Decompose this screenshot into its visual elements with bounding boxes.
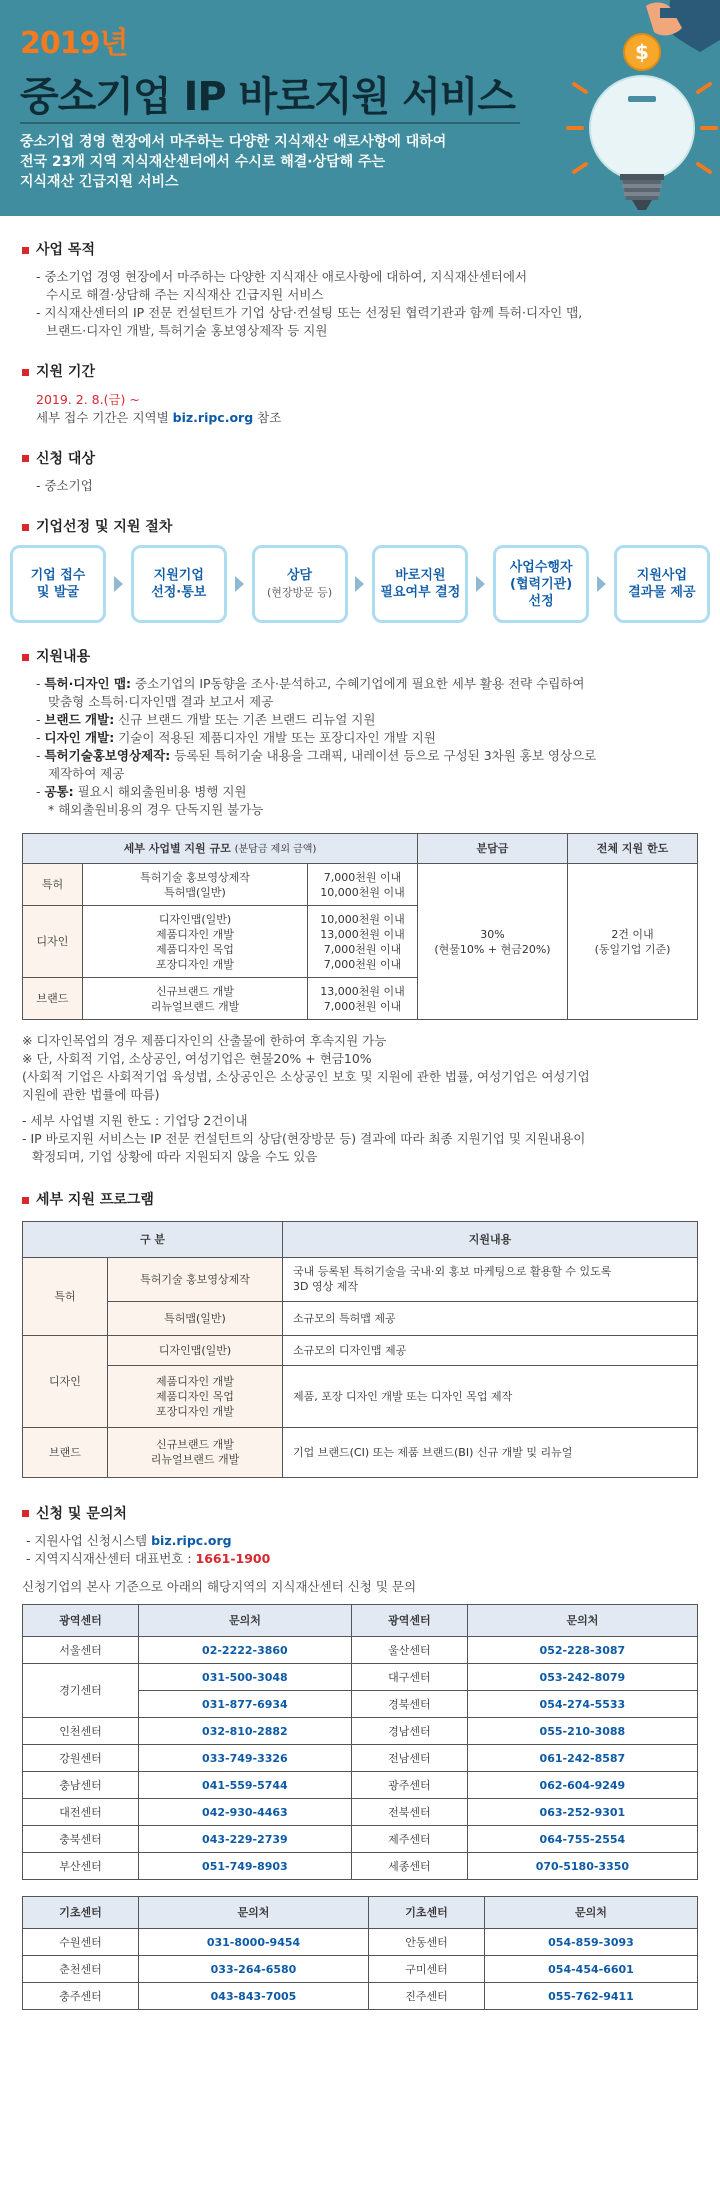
hero-banner xyxy=(0,0,720,216)
table-cell[interactable]: 062-604-9249 xyxy=(467,1772,697,1799)
hero-description: 중소기업 경영 현장에서 마주하는 다양한 지식재산 애로사항에 대하여 전국 23개 지역 지식재산센터에서 수시로 해결·상담해 주는 지식재산 긴급지원 서비스 xyxy=(20,134,447,190)
table-cell[interactable]: 031-8000-9454 xyxy=(138,1929,368,1956)
table-cell[interactable]: 043-229-2739 xyxy=(138,1826,351,1853)
table-cell[interactable]: 042-930-4463 xyxy=(138,1799,351,1826)
table-cell: 기업 브랜드(CI) 또는 제품 브랜드(BI) 신규 개발 및 리뉴얼 xyxy=(283,1427,698,1477)
table-row xyxy=(23,1772,698,1799)
table-cell[interactable]: 054-859-3093 xyxy=(484,1929,697,1956)
process-flow xyxy=(10,545,710,623)
ripc-link[interactable]: biz.ripc.org xyxy=(172,409,254,425)
table-row xyxy=(23,1826,698,1853)
process-section xyxy=(10,517,710,623)
arrow-right-icon xyxy=(114,576,123,592)
table-cell[interactable]: 055-762-9411 xyxy=(484,1983,697,2010)
target-section: 신청 대상 - 중소기업 xyxy=(22,449,698,495)
table-cell: 브랜드 xyxy=(23,1427,108,1477)
table-cell: 특허 xyxy=(23,864,83,906)
table-cell: 브랜드 xyxy=(23,978,83,1020)
process-title: 기업선정 및 지원 절차 xyxy=(36,518,173,535)
support-scale-table: 세부 사업별 지원 규모 (분담금 제외 금액) 분담금 전체 지원 한도 특허 특허기술 홍보영상제작 특허맵(일반) 7,000천원 이내 10,000천원 이내 30% (현물10% + 현금20%) 2건 이내 (동일기업 기준) 디자인 디자인맵(일반) 제품디자인 개발 제품디자인 목업 포장디자인 개발 10,000천원 이내 13,000천원 이내 7,000천원 이내 7,000천원 이내 브랜드 신규브랜드 개발 리뉴얼브랜드 개발 13,000천원 이내 7,000천원 이내 xyxy=(22,833,698,1020)
content-item: - 특허기술홍보영상제작: 등록된 특허기술 내용을 그래픽, 내레이션 등으로 구성된 3차원 홍보 영상으로 xyxy=(36,748,597,764)
local-centers-table: 기초센터 문의처 기초센터 문의처 수원센터 031-8000-9454 안동센터 054-859-3093 춘천센터 033-264-6580 구미센터 054-454-6601 충주센터 043-843-7005 진주센터 055-762-9411 xyxy=(22,1896,698,2010)
process-step: 지원사업 결과물 제공 xyxy=(614,545,710,623)
contact-section: 신청 및 문의처 - 지원사업 신청시스템 biz.ripc.org - 지역지식재산센터 대표번호 : 1661-1900 신청기업의 본사 기준으로 아래의 해당지역의 지식재산센터 신청 및 문의 광역센터 문의처 광역센터 문의처 서울센터 02-2222-3860 울산센터 052-228-3087 경기센터 031-500-3048 대구센터 053-242-8079 031-877-6934 경북센터 054-274-5533 인천센터 032-810-2882 경남센터 055-210-3088 강원센터 033-749-3326 전남센터 061-242-8587 충남센터 041-559-5744 광주센터 062-604-9249 대전센터 042-930-4463 전북센터 063-252-9301 충북센터 043-229-2739 제주센터 064-755-2554 부산센터 051-749-8903 세종센터 070-5180-3350 기초센터 문의처 기초센터 문의처 수원센터 031-8000-9454 안동센터 054-859-3093 춘천센터 033-264-6580 구미센터 054-454-6601 충주센터 043-843-7005 진주센터 055-762-9411 xyxy=(22,1504,698,2010)
table-cell: 구미센터 xyxy=(369,1956,485,1983)
table-row xyxy=(23,1929,698,1956)
table-cell[interactable]: 063-252-9301 xyxy=(467,1799,697,1826)
table-cell: 소규모의 특허맵 제공 xyxy=(283,1301,698,1335)
table-cell[interactable]: 052-228-3087 xyxy=(467,1637,697,1664)
content-item: - 디자인 개발: 기술이 적용된 제품디자인 개발 또는 포장디자인 개발 지원 xyxy=(36,730,436,746)
table-cell: 대전센터 xyxy=(23,1799,139,1826)
table-cell: 경북센터 xyxy=(351,1691,467,1718)
table-cell[interactable]: 054-454-6601 xyxy=(484,1956,697,1983)
table-cell: 광주센터 xyxy=(351,1772,467,1799)
table-cell: 10,000천원 이내 13,000천원 이내 7,000천원 이내 7,000천원 이내 xyxy=(308,906,418,978)
arrow-right-icon xyxy=(355,576,364,592)
table-cell: 제품디자인 개발 제품디자인 목업 포장디자인 개발 xyxy=(108,1365,283,1427)
table-cell: 디자인맵(일반) xyxy=(108,1335,283,1365)
bullet-marker xyxy=(22,1510,29,1517)
arrow-right-icon xyxy=(597,576,606,592)
table-cell[interactable]: 051-749-8903 xyxy=(138,1853,351,1880)
process-step: 사업수행자 (협력기관) 선정 xyxy=(493,545,589,623)
table-cell[interactable]: 053-242-8079 xyxy=(467,1664,697,1691)
table-cell[interactable]: 054-274-5533 xyxy=(467,1691,697,1718)
table-row xyxy=(23,1745,698,1772)
table-cell[interactable]: 031-500-3048 xyxy=(138,1664,351,1691)
table-cell[interactable]: 031-877-6934 xyxy=(138,1691,351,1718)
svg-text:$: $ xyxy=(635,40,649,64)
table-cell: 울산센터 xyxy=(351,1637,467,1664)
program-title: 세부 지원 프로그램 xyxy=(36,1192,154,1209)
table-cell: 안동센터 xyxy=(369,1929,485,1956)
table-cell: 13,000천원 이내 7,000천원 이내 xyxy=(308,978,418,1020)
table-cell: 제품, 포장 디자인 개발 또는 디자인 목업 제작 xyxy=(283,1365,698,1427)
process-step: 기업 접수 및 발굴 xyxy=(10,545,106,623)
hero-year: 2019년 xyxy=(20,26,128,61)
process-step: 바로지원 필요여부 결정 xyxy=(372,545,468,623)
table-cell: 특허기술 홍보영상제작 특허맵(일반) xyxy=(83,864,308,906)
process-step: 상담 (현장방문 등) xyxy=(252,545,348,623)
table-cell: 서울센터 xyxy=(23,1637,139,1664)
content-section: 지원내용 - 특허·디자인 맵: 중소기업의 IP동향을 조사·분석하고, 수혜기업에게 필요한 세부 활용 전략 수립하여 맞춤형 소특허·디자인맵 결과 보고서 제공 - 브랜드 개발: 신규 브랜드 개발 또는 기존 브랜드 리뉴얼 지원 - 디자인 개발: 기술이 적용된 제품디자인 개발 또는 포장디자인 개발 지원 - 특허기술홍보영상제작: 등록된 특허기술 내용을 그래픽, 내레이션 등으로 구성된 3차원 홍보 영상으로 제작하여 제공 - 공통: 필요시 해외출원비용 병행 지원 * 해외출원비용의 경우 단독지원 불가능 세부 사업별 지원 규모 (분담금 제외 금액) 분담금 전체 지원 한도 특허 특허기술 홍보영상제작 특허맵(일반) 7,000천원 이내 10,000천원 이내 30% (현물10% + 현금20%) 2건 이내 (동일기업 기준) 디자인 디자인맵(일반) 제품디자인 개발 제품디자인 목업 포장디자인 개발 10,000천원 이내 13,000천원 이내 7,000천원 이내 7,000천원 이내 브랜드 신규브랜드 개발 리뉴얼브랜드 개발 13,000천원 이내 7,000천원 이내 ※ 디자인목업의 경우 제품디자인의 산출물에 한하여 후속지원 가능 ※ 단, 사회적 기업, 소상공인, 여성기업은 현물20% + 현금10% (사회적 기업은 사회적기업 육성법, 소상공인은 소상공인 보호 및 지원에 관한 법률, 여성기업은 여성기업 지원에 관한 법률에 따름) - 세부 사업별 지원 한도 : 기업당 2건이내 - IP 바로지원 서비스는 IP 전문 컨설턴트의 상담(현장방문 등) 결과에 따라 최종 지원기업 및 지원내용이 확정되며, 기업 상황에 따라 지원되지 않을 수도 있음 xyxy=(22,647,698,1166)
table-cell: 대구센터 xyxy=(351,1664,467,1691)
program-table: 구 분 지원내용 특허 특허기술 홍보영상제작 국내 등록된 특허기술을 국내·외 홍보 마케팅으로 활용할 수 있도록 3D 영상 제작 특허맵(일반) 소규모의 특허맵 제공 디자인 디자인맵(일반) 소규모의 디자인맵 제공 제품디자인 개발 제품디자인 목업 포장디자인 개발 제품, 포장 디자인 개발 또는 디자인 목업 제작 브랜드 신규브랜드 개발 리뉴얼브랜드 개발 기업 브랜드(CI) 또는 제품 브랜드(BI) 신규 개발 및 리뉴얼 xyxy=(22,1221,698,1478)
program-section xyxy=(22,1190,698,1477)
table-cell: 디자인맵(일반) 제품디자인 개발 제품디자인 목업 포장디자인 개발 xyxy=(83,906,308,978)
table-cell: 수원센터 xyxy=(23,1929,139,1956)
table-cell[interactable]: 055-210-3088 xyxy=(467,1718,697,1745)
bullet-marker xyxy=(22,247,29,254)
regional-centers-table: 광역센터 문의처 광역센터 문의처 서울센터 02-2222-3860 울산센터 052-228-3087 경기센터 031-500-3048 대구센터 053-242-8079 031-877-6934 경북센터 054-274-5533 인천센터 032-810-2882 경남센터 055-210-3088 강원센터 033-749-3326 전남센터 061-242-8587 충남센터 041-559-5744 광주센터 062-604-9249 대전센터 042-930-4463 전북센터 063-252-9301 충북센터 043-229-2739 제주센터 064-755-2554 부산센터 051-749-8903 세종센터 070-5180-3350 xyxy=(22,1604,698,1880)
table-cell: 강원센터 xyxy=(23,1745,139,1772)
table-row xyxy=(23,1799,698,1826)
lightbulb-hand-icon xyxy=(550,0,720,216)
table-row xyxy=(23,1853,698,1880)
table-cell: 제주센터 xyxy=(351,1826,467,1853)
table-cell: 충북센터 xyxy=(23,1826,139,1853)
table-cell: 충남센터 xyxy=(23,1772,139,1799)
table-cell: 신규브랜드 개발 리뉴얼브랜드 개발 xyxy=(108,1427,283,1477)
table-row xyxy=(23,1664,698,1691)
table-cell: 특허맵(일반) xyxy=(108,1301,283,1335)
table-cell[interactable]: 033-264-6580 xyxy=(138,1956,368,1983)
contact-title: 신청 및 문의처 xyxy=(36,1505,127,1522)
arrow-right-icon xyxy=(476,576,485,592)
table-cell[interactable]: 032-810-2882 xyxy=(138,1718,351,1745)
table-row xyxy=(23,1718,698,1745)
purpose-title: 사업 목적 xyxy=(36,242,95,258)
table-cell: 인천센터 xyxy=(23,1718,139,1745)
table-cell[interactable]: 02-2222-3860 xyxy=(138,1637,351,1664)
table-cell[interactable]: 070-5180-3350 xyxy=(467,1853,697,1880)
bullet-marker xyxy=(22,369,29,376)
bullet-marker xyxy=(22,654,29,661)
table-cell[interactable]: 041-559-5744 xyxy=(138,1772,351,1799)
title-underline xyxy=(20,122,520,124)
table-cell: 세종센터 xyxy=(351,1853,467,1880)
content-item: - 특허·디자인 맵: 중소기업의 IP동향을 조사·분석하고, 수혜기업에게 필요한 세부 활용 전략 수립하여 xyxy=(36,676,585,692)
table-cell: 특허 xyxy=(23,1257,108,1335)
table-cell: 특허기술 홍보영상제작 xyxy=(108,1257,283,1301)
table-cell: 전북센터 xyxy=(351,1799,467,1826)
table-cell: 부산센터 xyxy=(23,1853,139,1880)
table-cell: 경기센터 xyxy=(23,1664,139,1718)
table-cell: 경남센터 xyxy=(351,1718,467,1745)
purpose-section: 사업 목적 - 중소기업 경영 현장에서 마주하는 다양한 지식재산 애로사항에 대하여, 지식재산센터에서 수시로 해결·상담해 주는 지식재산 긴급지원 서비스 - 지식재산센터의 IP 전문 컨설턴트가 기업 상담·컨설팅 또는 선정된 협력기관과 함께 특허·디자인 맵, 브랜드·디자인 개발, 특허기술 홍보영상제작 등 지원 xyxy=(22,240,698,340)
contact-intro: 신청기업의 본사 기준으로 아래의 해당지역의 지식재산센터 신청 및 문의 xyxy=(22,1579,417,1595)
table-cell: 진주센터 xyxy=(369,1983,485,2010)
content-notes: ※ 디자인목업의 경우 제품디자인의 산출물에 한하여 후속지원 가능 ※ 단, 사회적 기업, 소상공인, 여성기업은 현물20% + 현금10% (사회적 기업은 사회적기업 육성법, 소상공인은 소상공인 보호 및 지원에 관한 법률, 여성기업은 여성기업 지원에 관한 법률에 따름) xyxy=(22,1033,590,1103)
rep-phone[interactable]: 1661-1900 xyxy=(195,1551,271,1567)
table-cell[interactable]: 064-755-2554 xyxy=(467,1826,697,1853)
table-cell: 국내 등록된 특허기술을 국내·외 홍보 마케팅으로 활용할 수 있도록 3D 영상 제작 xyxy=(283,1257,698,1301)
table-cell: 디자인 xyxy=(23,1335,108,1427)
table-cell: 전남센터 xyxy=(351,1745,467,1772)
table-cell[interactable]: 033-749-3326 xyxy=(138,1745,351,1772)
table-row xyxy=(23,1637,698,1664)
table-cell: 춘천센터 xyxy=(23,1956,139,1983)
table-row xyxy=(23,1983,698,2010)
content-extra: - 세부 사업별 지원 한도 : 기업당 2건이내 - IP 바로지원 서비스는 IP 전문 컨설턴트의 상담(현장방문 등) 결과에 따라 최종 지원기업 및 지원내용이 확정되며, 기업 상황에 따라 지원되지 않을 수도 있음 xyxy=(22,1113,586,1165)
table-cell: 7,000천원 이내 10,000천원 이내 xyxy=(308,864,418,906)
content-item: - 브랜드 개발: 신규 브랜드 개발 또는 기존 브랜드 리뉴얼 지원 xyxy=(36,712,376,728)
table-cell[interactable]: 061-242-8587 xyxy=(467,1745,697,1772)
table-cell: 충주센터 xyxy=(23,1983,139,2010)
table-cell: 소규모의 디자인맵 제공 xyxy=(283,1335,698,1365)
period-section: 지원 기간 2019. 2. 8.(금) ~ 세부 접수 기간은 지역별 biz.ripc.org 참조 xyxy=(22,362,698,426)
period-date: 2019. 2. 8.(금) ~ xyxy=(36,391,140,407)
table-cell: 30% (현물10% + 현금20%) xyxy=(418,864,568,1020)
content-item: - 공통: 필요시 해외출원비용 병행 지원 xyxy=(36,784,247,800)
page-title: 중소기업 IP 바로지원 서비스 xyxy=(20,74,516,120)
table-cell[interactable]: 043-843-7005 xyxy=(138,1983,368,2010)
table-cell: 신규브랜드 개발 리뉴얼브랜드 개발 xyxy=(83,978,308,1020)
period-title: 지원 기간 xyxy=(36,364,95,381)
bullet-marker xyxy=(22,1197,29,1204)
arrow-right-icon xyxy=(235,576,244,592)
target-title: 신청 대상 xyxy=(36,450,95,467)
table-row xyxy=(23,1956,698,1983)
table-cell: 2건 이내 (동일기업 기준) xyxy=(568,864,698,1020)
bullet-marker xyxy=(22,524,29,531)
ripc-system-link[interactable]: biz.ripc.org xyxy=(151,1533,232,1549)
table-cell: 디자인 xyxy=(23,906,83,978)
bullet-marker xyxy=(22,455,29,462)
process-step: 지원기업 선정·통보 xyxy=(131,545,227,623)
content-title: 지원내용 xyxy=(36,649,91,666)
